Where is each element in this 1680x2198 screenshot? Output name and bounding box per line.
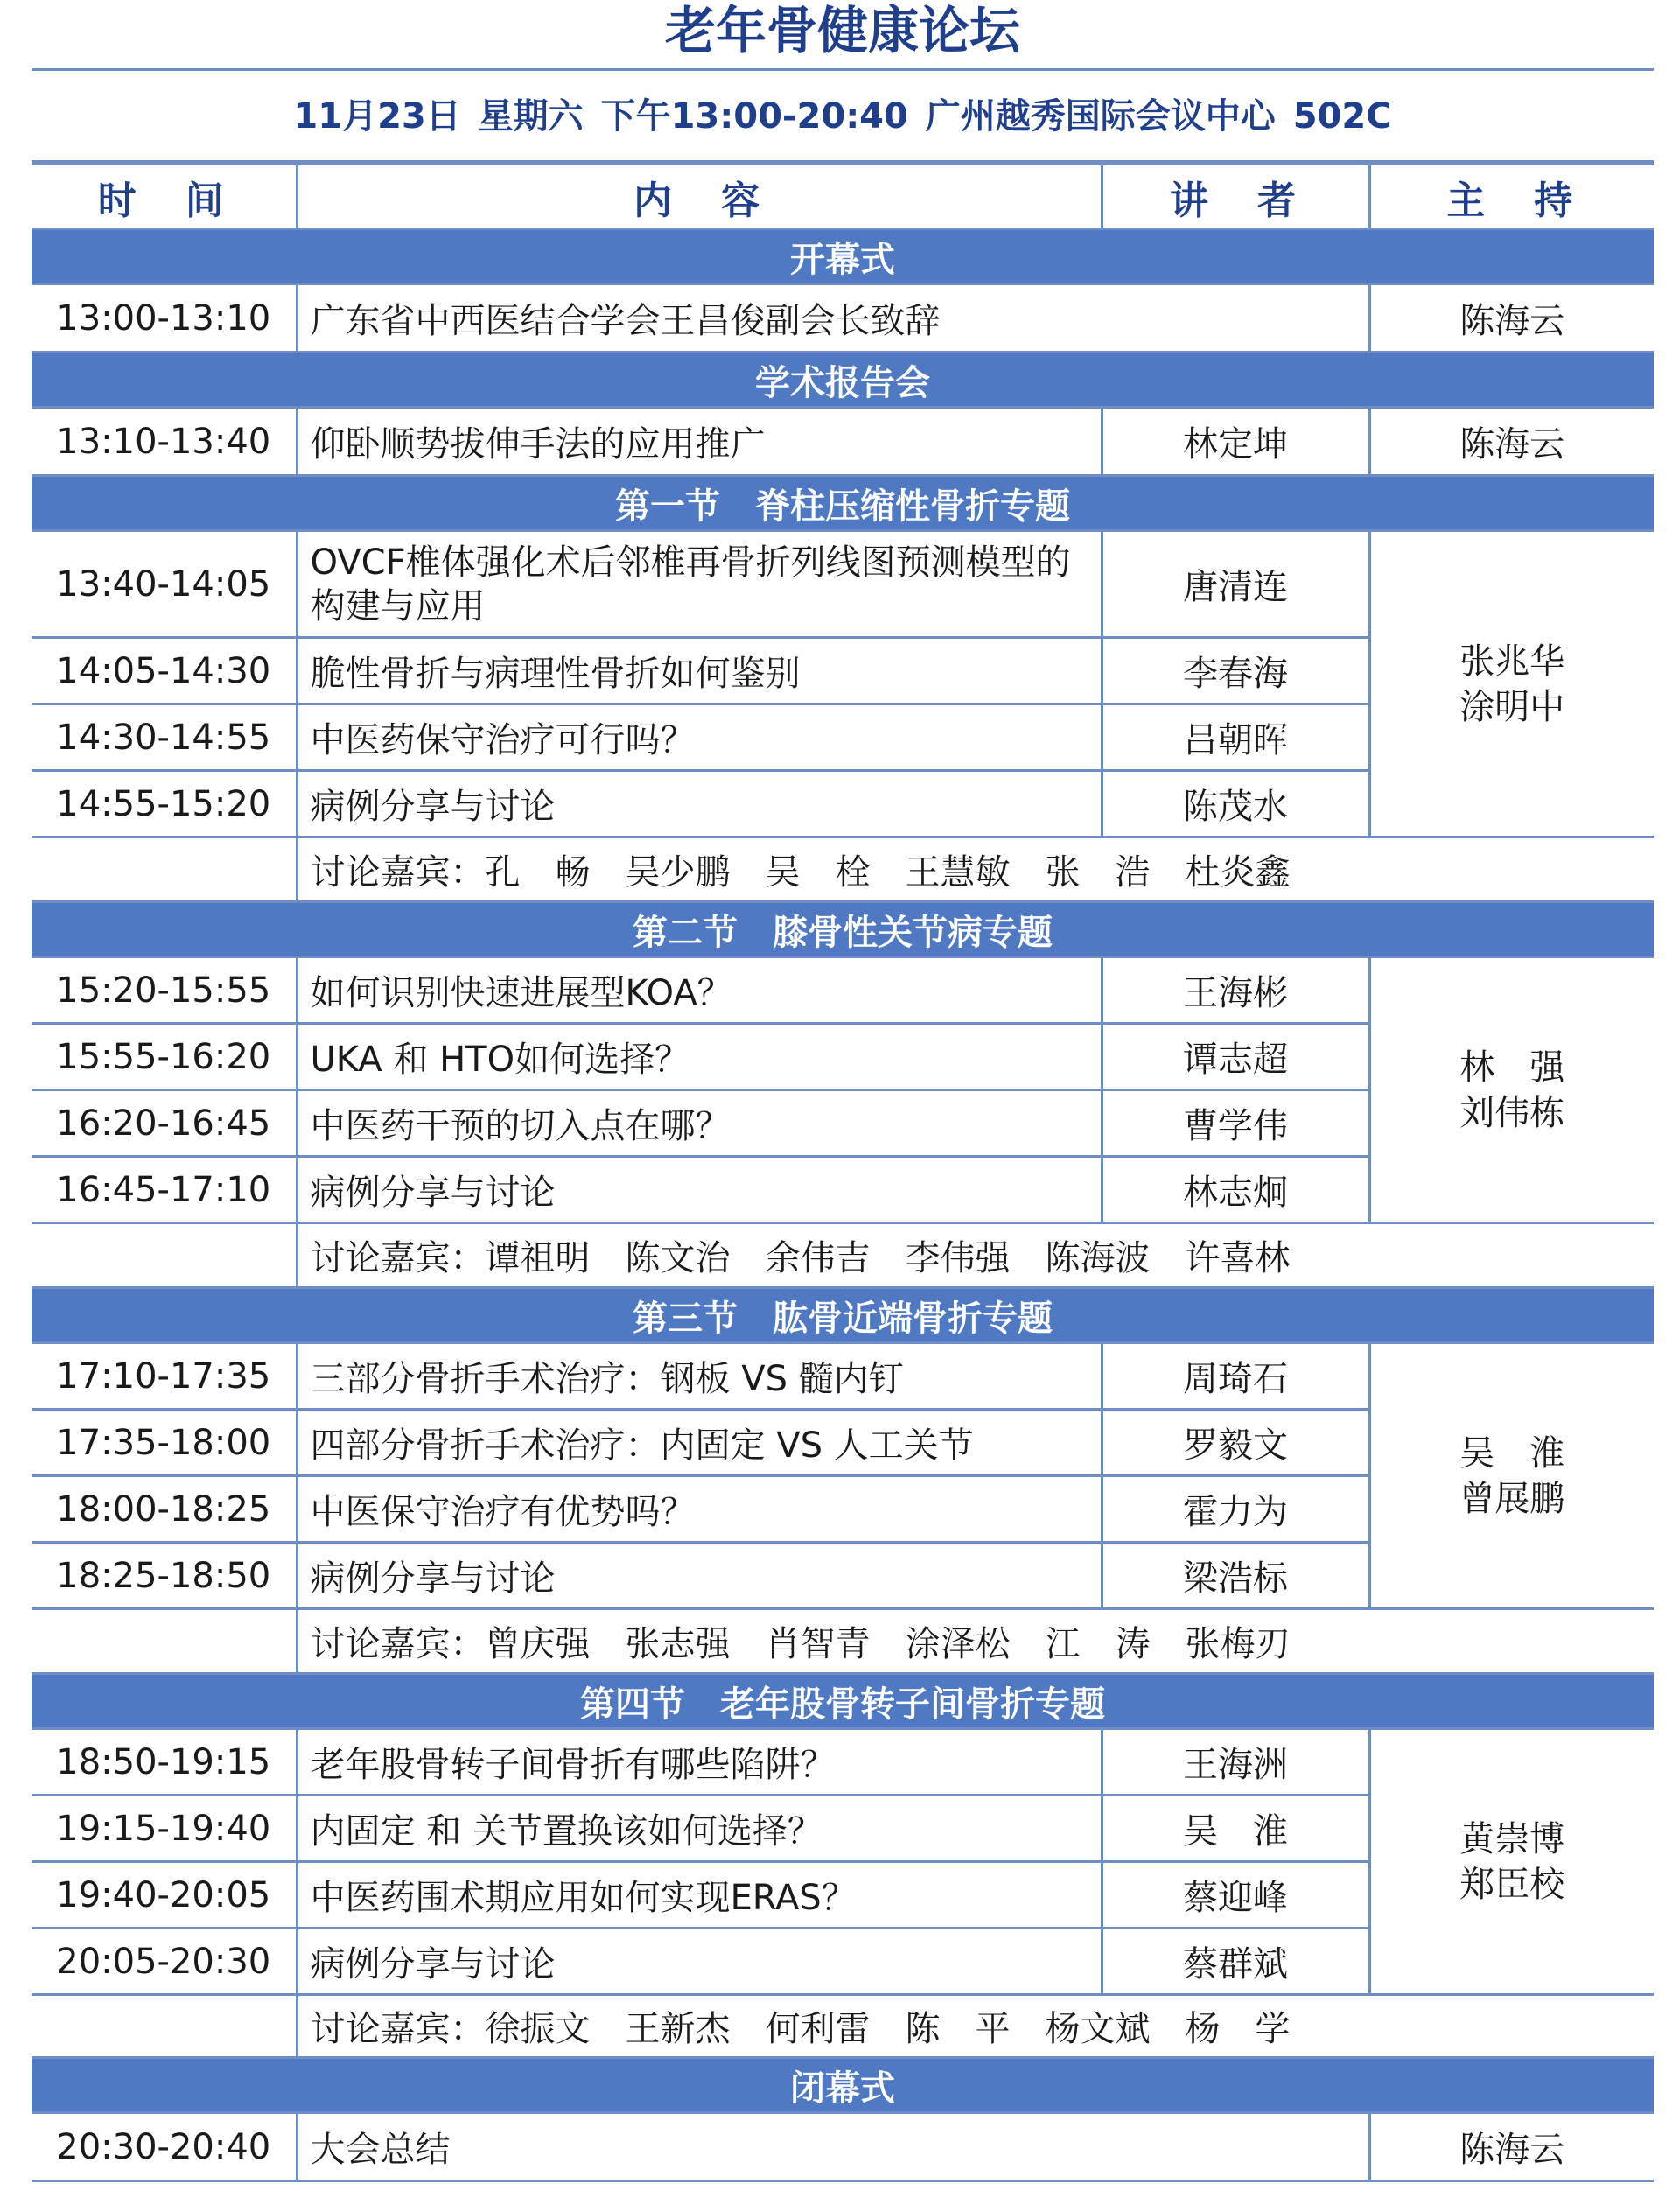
content-cell: 病例分享与讨论: [297, 771, 1102, 837]
speaker-cell: 蔡迎峰: [1102, 1862, 1369, 1928]
time-cell: 18:25-18:50: [32, 1543, 297, 1609]
moderator-cell: 张兆华 涂明中: [1369, 531, 1654, 837]
page-title: 老年骨健康论坛: [32, 0, 1654, 71]
header-content: 内 容: [297, 164, 1102, 229]
table-row: [32, 1729, 1654, 1796]
table-row: [32, 284, 1654, 353]
empty-cell: [32, 1609, 297, 1674]
section-header: [32, 902, 1654, 957]
table-row: [32, 408, 1654, 476]
section-title: 第三节 肱骨近端骨折专题: [32, 1288, 1654, 1343]
content-cell: 三部分骨折手术治疗：钢板 VS 髓内钉: [297, 1343, 1102, 1410]
speaker-cell: 王海彬: [1102, 957, 1369, 1024]
speaker-cell: 林志炯: [1102, 1157, 1369, 1223]
content-cell: 大会总结: [297, 2113, 1369, 2181]
discussion-guests-row: [32, 1223, 1654, 1288]
discussion-guests: 讨论嘉宾：孔 畅 吴少鹏 吴 栓 王慧敏 张 浩 杜炎鑫: [297, 837, 1654, 902]
content-cell: 中医药干预的切入点在哪？: [297, 1090, 1102, 1157]
speaker-cell: 吴 淮: [1102, 1796, 1369, 1862]
moderator-cell: 黄崇博 郑臣校: [1369, 1729, 1654, 1995]
content-cell: 中医药围术期应用如何实现ERAS？: [297, 1862, 1102, 1928]
moderator-cell: 陈海云: [1369, 2113, 1654, 2181]
program-page: [32, 0, 1654, 2182]
section-header: [32, 1288, 1654, 1343]
time-cell: 16:45-17:10: [32, 1157, 297, 1223]
speaker-cell: 唐清连: [1102, 531, 1369, 638]
header-speaker: 讲 者: [1102, 164, 1369, 229]
content-cell: 如何识别快速进展型KOA？: [297, 957, 1102, 1024]
table-row: [32, 531, 1654, 638]
content-cell: 中医保守治疗有优势吗？: [297, 1476, 1102, 1543]
table-row: [32, 1343, 1654, 1410]
speaker-cell: 吕朝晖: [1102, 704, 1369, 771]
event-date-venue: 11月23日 星期六 下午13:00-20:40 广州越秀国际会议中心 502C: [32, 71, 1654, 163]
discussion-guests-row: [32, 1995, 1654, 2058]
moderator-cell: 陈海云: [1369, 284, 1654, 353]
section-header-opening: [32, 229, 1654, 284]
section-title: 闭幕式: [32, 2058, 1654, 2113]
empty-cell: [32, 1223, 297, 1288]
section-header-closing: [32, 2058, 1654, 2113]
content-cell: 四部分骨折手术治疗：内固定 VS 人工关节: [297, 1410, 1102, 1476]
time-cell: 18:00-18:25: [32, 1476, 297, 1543]
discussion-guests-row: [32, 837, 1654, 902]
time-cell: 13:00-13:10: [32, 284, 297, 353]
empty-cell: [32, 1995, 297, 2058]
section-header-academic: [32, 353, 1654, 408]
content-cell: 脆性骨折与病理性骨折如何鉴别: [297, 638, 1102, 704]
time-cell: 18:50-19:15: [32, 1729, 297, 1796]
content-cell: 病例分享与讨论: [297, 1543, 1102, 1609]
speaker-cell: 谭志超: [1102, 1024, 1369, 1090]
section-title: 开幕式: [32, 229, 1654, 284]
speaker-cell: 梁浩标: [1102, 1543, 1369, 1609]
time-cell: 17:10-17:35: [32, 1343, 297, 1410]
content-cell: 广东省中西医结合学会王昌俊副会长致辞: [297, 284, 1369, 353]
section-header: [32, 1674, 1654, 1729]
header-row: [32, 164, 1654, 229]
speaker-cell: 曹学伟: [1102, 1090, 1369, 1157]
speaker-cell: 罗毅文: [1102, 1410, 1369, 1476]
time-cell: 13:40-14:05: [32, 531, 297, 638]
content-cell: 仰卧顺势拔伸手法的应用推广: [297, 408, 1102, 476]
table-row: [32, 957, 1654, 1024]
time-cell: 19:15-19:40: [32, 1796, 297, 1862]
content-cell: UKA 和 HTO如何选择？: [297, 1024, 1102, 1090]
content-cell: 病例分享与讨论: [297, 1157, 1102, 1223]
speaker-cell: 林定坤: [1102, 408, 1369, 476]
section-title: 学术报告会: [32, 353, 1654, 408]
speaker-cell: 周琦石: [1102, 1343, 1369, 1410]
content-cell: 病例分享与讨论: [297, 1928, 1102, 1995]
speaker-cell: 王海洲: [1102, 1729, 1369, 1796]
time-cell: 19:40-20:05: [32, 1862, 297, 1928]
time-cell: 13:10-13:40: [32, 408, 297, 476]
content-cell: 内固定 和 关节置换该如何选择？: [297, 1796, 1102, 1862]
time-cell: 14:30-14:55: [32, 704, 297, 771]
time-cell: 17:35-18:00: [32, 1410, 297, 1476]
speaker-cell: 霍力为: [1102, 1476, 1369, 1543]
time-cell: 15:55-16:20: [32, 1024, 297, 1090]
section-title: 第一节 脊柱压缩性骨折专题: [32, 476, 1654, 531]
content-cell: 中医药保守治疗可行吗？: [297, 704, 1102, 771]
time-cell: 15:20-15:55: [32, 957, 297, 1024]
time-cell: 20:05-20:30: [32, 1928, 297, 1995]
moderator-cell: 林 强 刘伟栋: [1369, 957, 1654, 1223]
time-cell: 14:05-14:30: [32, 638, 297, 704]
discussion-guests-row: [32, 1609, 1654, 1674]
time-cell: 16:20-16:45: [32, 1090, 297, 1157]
table-row: [32, 2113, 1654, 2181]
discussion-guests: 讨论嘉宾：曾庆强 张志强 肖智青 涂泽松 江 涛 张梅刃: [297, 1609, 1654, 1674]
content-cell: 老年股骨转子间骨折有哪些陷阱？: [297, 1729, 1102, 1796]
discussion-guests: 讨论嘉宾：徐振文 王新杰 何利雷 陈 平 杨文斌 杨 学: [297, 1995, 1654, 2058]
empty-cell: [32, 837, 297, 902]
speaker-cell: 李春海: [1102, 638, 1369, 704]
moderator-cell: 吴 淮 曾展鹏: [1369, 1343, 1654, 1609]
discussion-guests: 讨论嘉宾：谭祖明 陈文治 余伟吉 李伟强 陈海波 许喜林: [297, 1223, 1654, 1288]
time-cell: 14:55-15:20: [32, 771, 297, 837]
speaker-cell: 陈茂水: [1102, 771, 1369, 837]
moderator-cell: 陈海云: [1369, 408, 1654, 476]
section-title: 第四节 老年股骨转子间骨折专题: [32, 1674, 1654, 1729]
header-moderator: 主 持: [1369, 164, 1654, 229]
time-cell: 20:30-20:40: [32, 2113, 297, 2181]
schedule-table: [32, 163, 1654, 2182]
speaker-cell: 蔡群斌: [1102, 1928, 1369, 1995]
section-title: 第二节 膝骨性关节病专题: [32, 902, 1654, 957]
section-header: [32, 476, 1654, 531]
content-cell: OVCF椎体强化术后邻椎再骨折列线图预测模型的构建与应用: [297, 531, 1102, 638]
header-time: 时 间: [32, 164, 297, 229]
